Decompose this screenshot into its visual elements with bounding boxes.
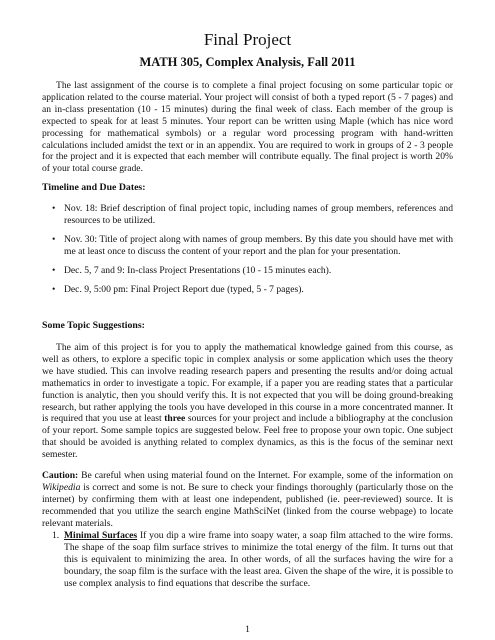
document-title: Final Project — [203, 30, 292, 49]
topic-item — [42, 530, 453, 590]
page-number: 1 — [245, 624, 250, 635]
bullet-icon: • — [52, 264, 56, 276]
intro-paragraph: The last assignment of the course is to complete a final project focusing on some particular topic or application related to the course material. Your project will consist of both a typed report (5 - 7 pages) and an in-class presentation (10 - 15 minutes) during the final week of class. Each member of the group is expected to speak for at least 5 minutes. Your report can be written using Maple (which has nice word processing for mathematical symbols) or a regular word processing program with hand-written calculations included amidst the text or in an appendix. You are required to work in groups of 2 - 3 people for the project and it is expected that each member will contribute equally. The final project is worth 20% of your total course grade. — [42, 80, 453, 175]
bullet-icon: • — [52, 233, 56, 245]
topics-heading: Some Topic Suggestions: — [42, 320, 145, 331]
topic-number: 1. — [52, 530, 60, 541]
timeline-item: • Nov. 30: Title of project along with names of group members. By this date you should have met with me at least once to discuss the content of your report and the plan for your presentation. — [52, 233, 453, 257]
timeline-heading: Timeline and Due Dates: — [42, 182, 146, 193]
course-subtitle: MATH 305, Complex Analysis, Fall 2011 — [139, 55, 356, 69]
topic-title: Minimal Surfaces — [64, 530, 138, 541]
caution-paragraph: Caution: Be careful when using material found on the Internet. For example, some of the information on Wikipedia is correct and some is not. Be sure to check your findings thoroughly (particularly those on the internet) by confirming them with at least one independent, published (ie. peer-reviewed) source. It is recommended that you utilize the search engine MathSciNet (linked from the course webpage) to locate relevant materials. — [42, 470, 453, 529]
topics-paragraph: The aim of this project is for you to apply the mathematical knowledge gained from this course, as well as others, to explore a specific topic in complex analysis or some application which uses the theory we have studied. This can involve reading research papers and presenting the results and/or doing actual mathematics in order to investigate a topic. For example, if a paper you are reading states that a particular function is analytic, then you should verify this. It is not expected that you will be doing ground-breaking research, but rather applying the tools you have developed in this course in a more concentrated manner. It is required that you use at least three sources for your project and include a bibliography at the conclusion of your report. Some sample topics are suggested below. Feel free to propose your own topic. One subject that should be avoided is anything related to complex dynamics, as this is the focus of the seminar next semester. — [42, 342, 453, 461]
timeline-item: • Nov. 18: Brief description of final project topic, including names of group members, references and resources to be utilized. — [52, 203, 453, 226]
caution-label: Caution: — [42, 470, 79, 481]
timeline-item: • Dec. 5, 7 and 9: In-class Project Presentations (10 - 15 minutes each). — [52, 264, 332, 276]
bullet-icon: • — [52, 203, 56, 214]
timeline-item: • Dec. 9, 5:00 pm: Final Project Report due (typed, 5 - 7 pages). — [52, 283, 304, 295]
timeline-list — [54, 203, 453, 302]
topic-text: If you dip a wire frame into soapy water, a soap film attached to the wire forms. The shape of the soap film surface strives to minimize the total energy of the film. It turns out that this is equivalent to minimizing the area. In other words, of all the surfaces having the wire for a boundary, the soap film is the surface with the least area. Given the shape of the wire, it is possible to use complex analysis to find equations that describe the surface. — [64, 530, 453, 589]
bullet-icon: • — [52, 283, 56, 295]
